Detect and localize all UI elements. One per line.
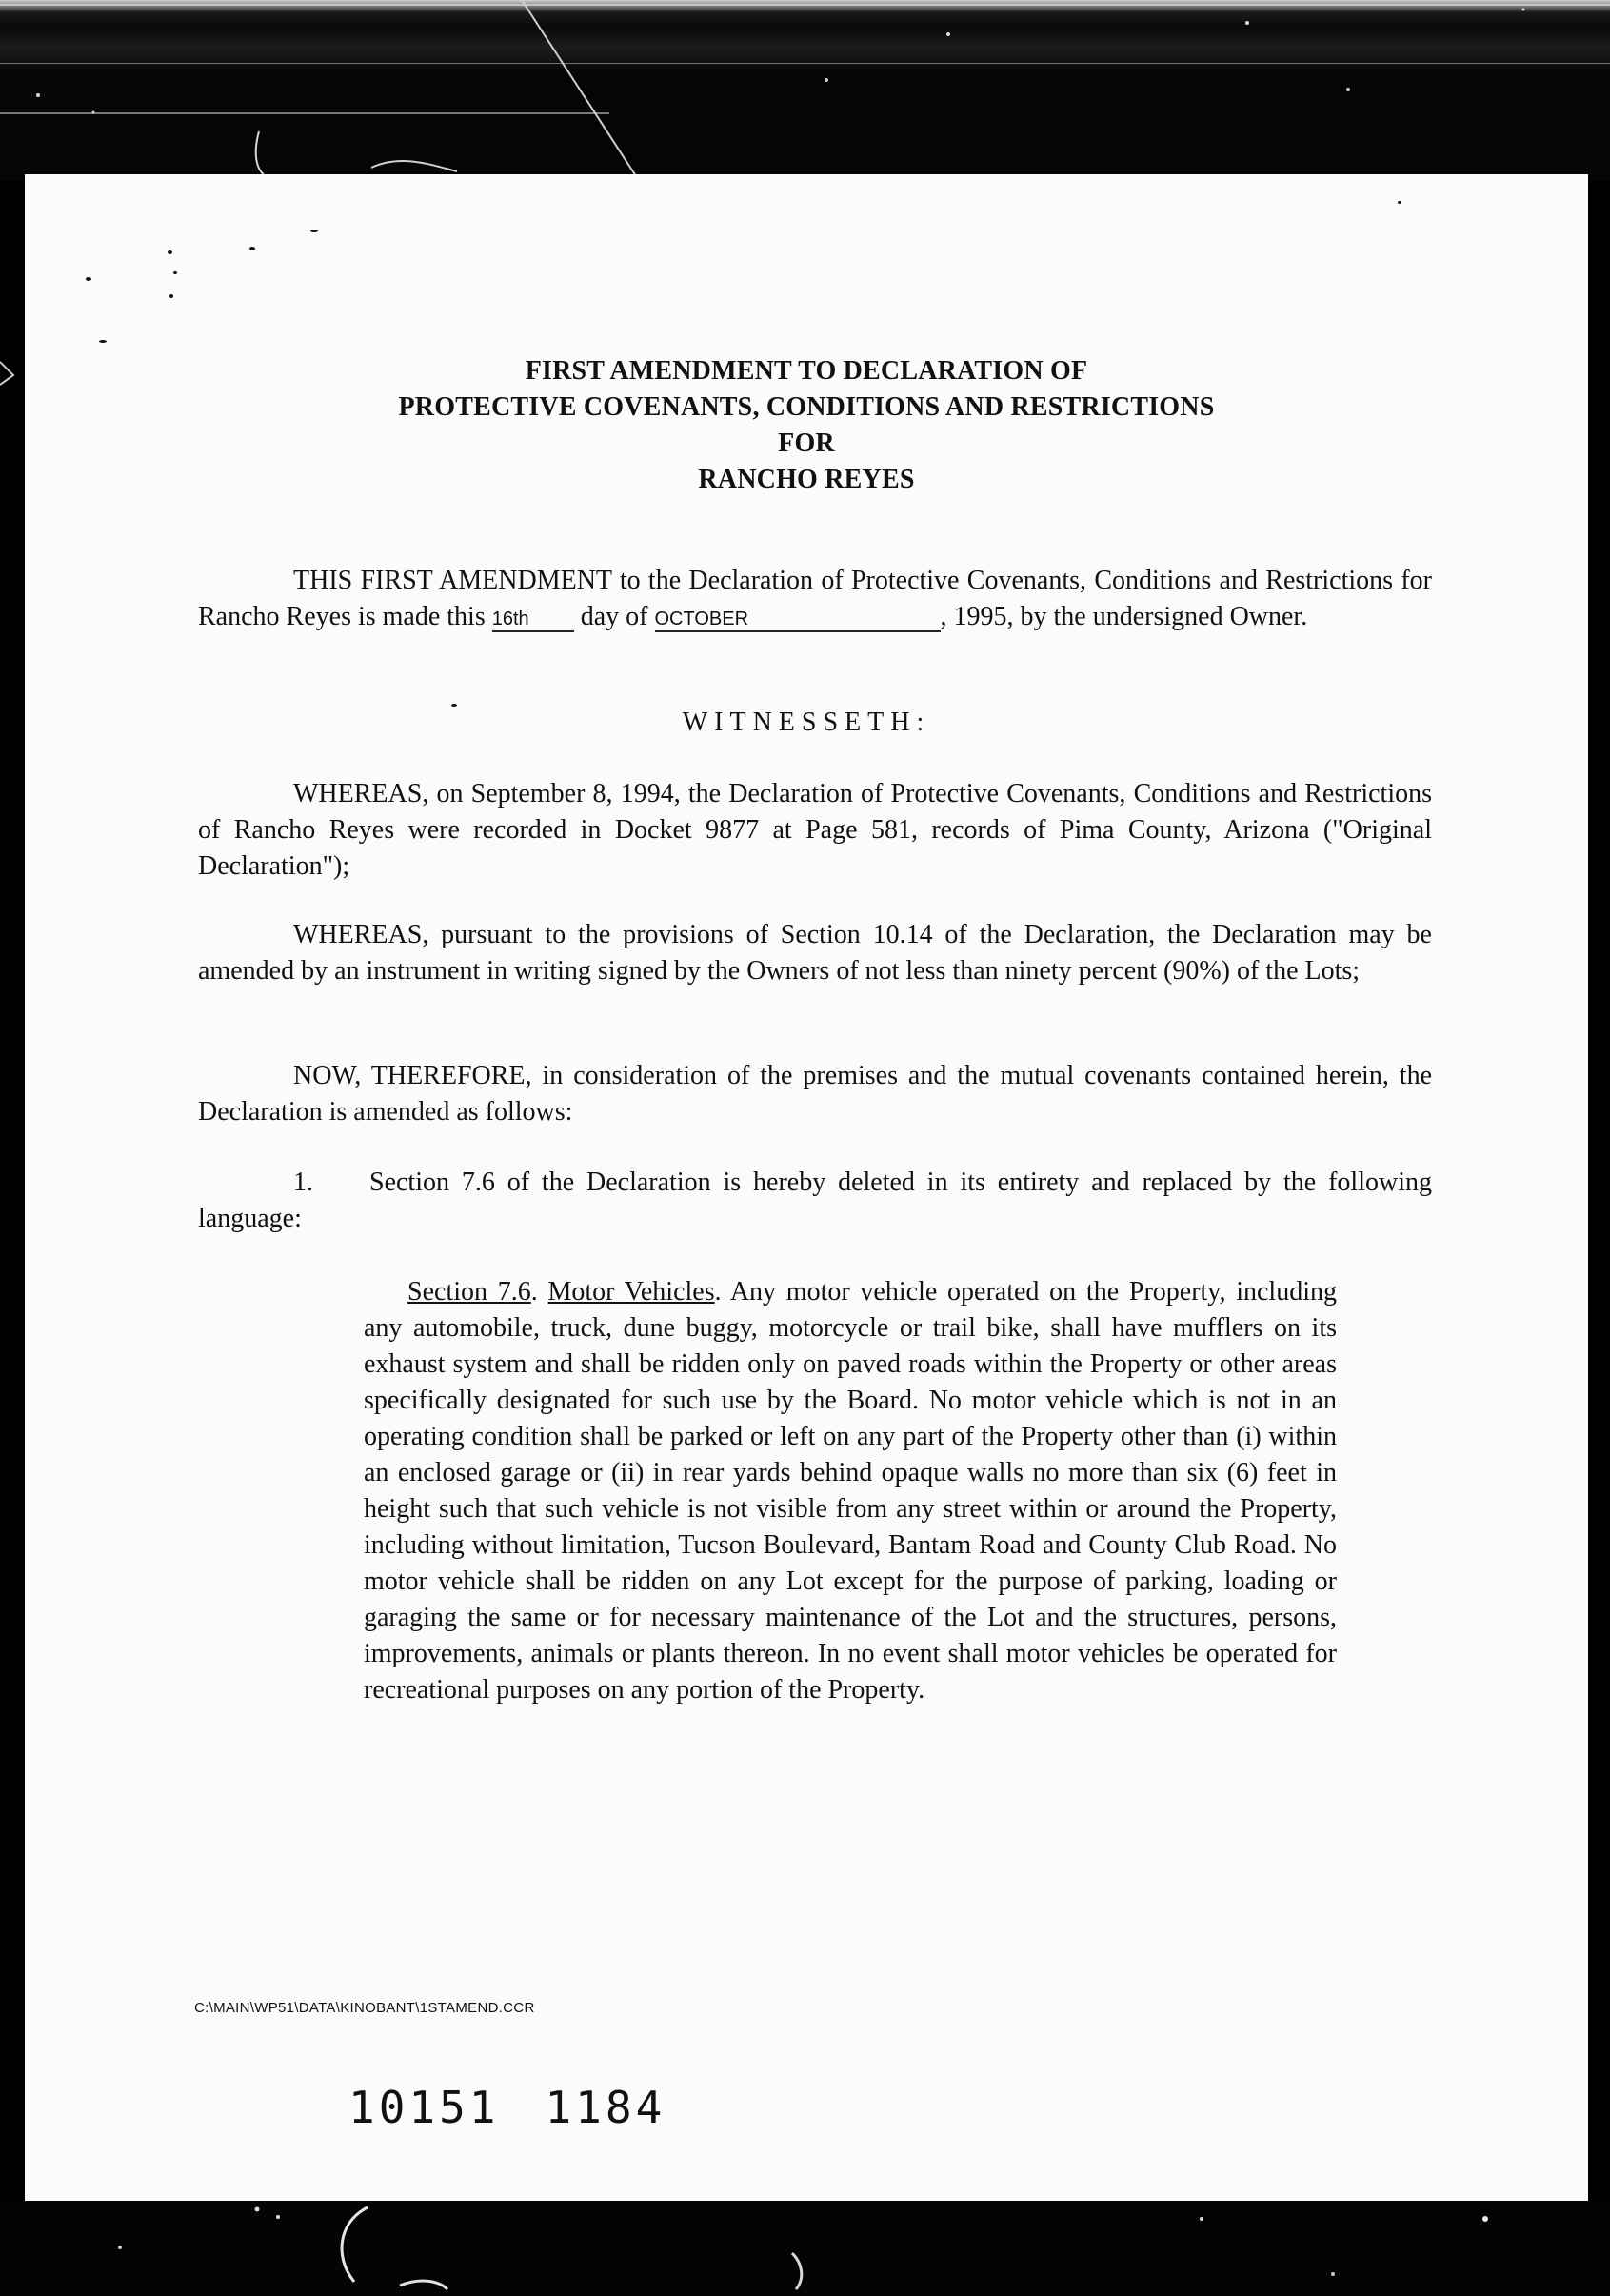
whereas-paragraph-2 (198, 917, 1432, 989)
intro-day-of: day of (580, 602, 648, 631)
recording-number (348, 2082, 711, 2133)
section-heading: Section 7.6 (407, 1277, 531, 1307)
document-title (25, 353, 1588, 498)
section-subheading-punct: . (714, 1277, 722, 1307)
section-subheading: Motor Vehicles (547, 1277, 715, 1307)
item-number: 1. (293, 1168, 313, 1197)
document-page (25, 174, 1588, 2201)
month-field: OCTOBER (655, 608, 941, 632)
item-1-text: Section 7.6 of the Declaration is hereby deleted in its entirety and replaced by the following language: (198, 1168, 1432, 1233)
whereas-2-text: WHEREAS, pursuant to the provisions of Section 10.14 of the Declaration, the Declaration may be amended by an instrument in writing signed by the Owners of not less than ninety percent (90%) of the Lots; (198, 920, 1432, 986)
intro-closing: by the undersigned Owner. (1020, 602, 1308, 631)
title-line: FIRST AMENDMENT TO DECLARATION OF (525, 356, 1088, 386)
intro-paragraph (198, 563, 1432, 635)
whereas-paragraph-1 (198, 776, 1432, 885)
witnesseth-heading: WITNESSETH: (682, 708, 931, 737)
page-number: 1184 (545, 2082, 666, 2133)
scan-artifact-lines (0, 0, 1610, 181)
now-therefore-paragraph (198, 1058, 1432, 1130)
whereas-1-text: WHEREAS, on September 8, 1994, the Declaration of Protective Covenants, Conditions and Restrictions of Rancho Reyes were recorded in Docket 9877 at Page 581, records of Pima County, Arizona ("Original Declaration"); (198, 779, 1432, 881)
scan-border-top (0, 0, 1610, 181)
document-body (25, 174, 1588, 2201)
docket-number: 10151 (348, 2082, 500, 2133)
intro-year: , 1995, (940, 602, 1014, 631)
intro-lead: THIS FIRST AMENDMENT to the Declaration of Protective Covenants, Conditions and Restrictions for Rancho Reyes is made this (198, 566, 1432, 631)
title-line: FOR (778, 429, 835, 458)
title-line: PROTECTIVE COVENANTS, CONDITIONS AND RESTRICTIONS (398, 392, 1215, 422)
file-path: C:\MAIN\WP51\DATA\KINOBANT\1STAMEND.CCR (194, 2000, 535, 2016)
title-line: RANCHO REYES (698, 465, 915, 494)
section-heading-punct: . (530, 1277, 538, 1307)
section-7-6-text: Any motor vehicle operated on the Property, including any automobile, truck, dune buggy, motorcycle or trail bike, shall have mufflers on its exhaust system and shall be ridden only on paved roads within the Property or other areas specifically designated for such use by the Board. No motor vehicle which is not in an operating condition shall be parked or left on any part of the Property other than (i) within an enclosed garage or (ii) in rear yards behind opaque walls no more than six (6) feet in height such that such vehicle is not visible from any street within or around the Property, including without limitation, Tucson Boulevard, Bantam Road and County Club Road. No motor vehicle shall be ridden on any Lot except for the purpose of parking, loading or garaging the same or for necessary maintenance of the Lot and the structures, persons, improvements, animals or plants thereon. In no event shall motor vehicles be operated for recreational purposes on any portion of the Property. (364, 1277, 1337, 1705)
section-7-6-paragraph (364, 1274, 1337, 1708)
amendment-item-1 (198, 1165, 1432, 1237)
now-therefore-text: NOW, THEREFORE, in consideration of the premises and the mutual covenants contained herein, the Declaration is amended as follows: (198, 1061, 1432, 1127)
day-field: 16th (492, 608, 574, 632)
